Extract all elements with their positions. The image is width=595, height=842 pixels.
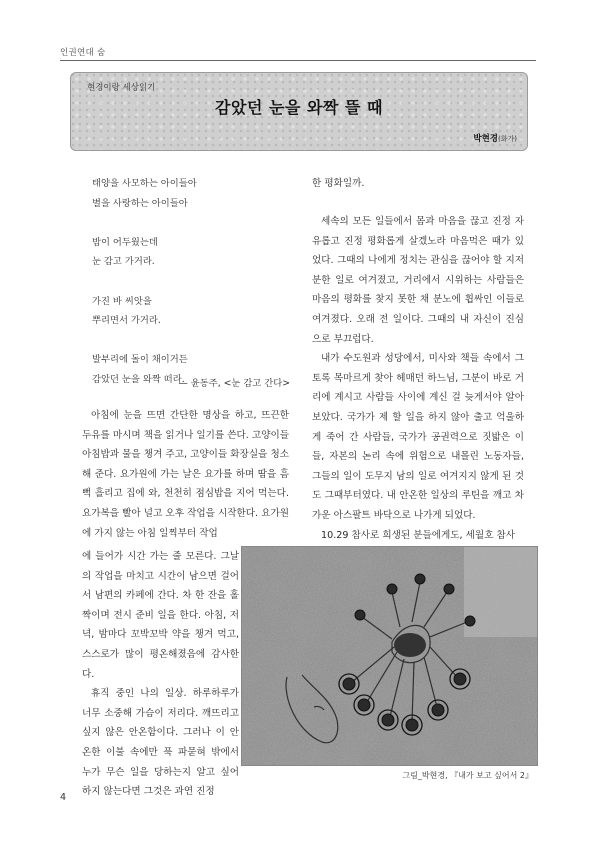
series-label: 현경이랑 세상읽기	[87, 83, 156, 93]
artwork-caption: 그림_박현경, 『내가 보고 싶어서 2』	[402, 771, 533, 780]
author-role: (화가)	[498, 135, 517, 143]
poem-line	[92, 331, 292, 351]
paragraph: 세속의 모든 일들에서 몸과 마음을 끊고 진정 자유롭고 진정 평화롭게 살겠노라 마음먹은 때가 있었다. 그때의 나에게 정치는 관심을 끊어야 할 지저분한 일로 여겨졌고, 거리에서 시위하는 사람들은 마음의 평화를 찾지 못한 채 분노에 휩싸인 이들로 여겨졌다. 오래 전 일이다. 그때의 내 자신이 진심으로 부끄럽다.	[312, 216, 524, 345]
header-rule	[60, 60, 536, 61]
poem-line	[92, 272, 292, 292]
page-number: 4	[60, 792, 67, 803]
left-column-bottom	[82, 547, 239, 802]
author-name: 박현경	[473, 134, 498, 144]
left-column-top	[82, 406, 289, 543]
title-banner	[70, 72, 528, 151]
paragraph: 휴직 중인 나의 일상. 하루하루가 너무 소중해 가슴이 저리다. 깨뜨리고 싶지 않은 안온함이다. 그러나 이 안온한 이불 속에만 푹 파묻혀 밖에서 누가 무슨 일을 당하는지 알고 싶어 하지 않는다면 그것은 과연 진정	[82, 688, 239, 798]
paragraph: 한 평화일까.	[312, 178, 365, 189]
running-header: 인권연대 숨	[60, 48, 106, 58]
paragraph: 아침에 눈을 뜨면 간단한 명상을 하고, 뜨끈한 두유를 마시며 책을 읽거나 일기를 쓴다. 고양이들 아침밥과 물을 챙겨 주고, 고양이들 화장실을 청소해 준다. 요가원에 가는 날은 요가를 하며 땀을 흠뻑 흘리고 집에 와, 천천히 점심밥을 지어 먹는다. 요가복을 빨아 널고 오후 작업을 시작한다. 요가원에 가지 않는 아침 일찍부터 작업	[82, 410, 289, 539]
poem-line: 발부리에 돌이 채이거든	[92, 354, 188, 366]
poem-line	[92, 213, 292, 233]
poem-line: 가진 바 씨앗을	[92, 295, 152, 307]
poem-line: 별을 사랑하는 아이들아	[92, 197, 188, 209]
poem-line: 감았던 눈을 와짝 떠라.	[92, 373, 185, 385]
poem-line: 눈 감고 가거라.	[92, 256, 155, 268]
paragraph: 10.29 참사로 희생된 분들에게도, 세월호 참사	[321, 529, 516, 541]
author-byline	[473, 132, 517, 144]
paragraph: 내가 수도원과 성당에서, 미사와 책들 속에서 그토록 목마르게 찾아 헤매던 하느님, 그분이 바로 거리에 계시고 사람들 사이에 계신 걸 늦게서야 알아보았다. 국가가 제 할 일을 하지 않아 출고 억울하게 죽어 간 사람들, 국가가 공권력으로 짓밟은 이들, 자본의 논리 속에 위험으로 내몰린 노동자들, 그들의 일이 도무지 남의 일로 여겨지지 않게 된 것도 그때부터였다. 내 안온한 일상의 루틴을 깨고 차가운 아스팔트 바닥으로 나가게 되었다.	[312, 353, 524, 521]
right-column	[312, 212, 524, 545]
poem-line: 태양을 사모하는 아이들아	[92, 178, 197, 189]
poem-citation: — 윤동주, <눈 감고 간다>	[178, 378, 290, 389]
article-title: 감았던 눈을 와짝 뜰 때	[215, 98, 383, 117]
paragraph: 에 들어가 시간 가는 줄 모른다. 그날의 작업을 마치고 시간이 남으면 걸어서 남편의 카페에 간다. 차 한 잔을 홀짝이며 전시 준비 일을 한다. 아침, 저녁, 밤마다 꼬박꼬박 약을 챙겨 먹고, 스스로가 많이 평온해졌음에 감사한다.	[82, 551, 239, 680]
right-column-continuation	[312, 174, 524, 194]
poem-line: 뿌리면서 가거라.	[92, 315, 161, 327]
epigraph-poem	[92, 174, 292, 390]
poem-line: 밤이 어두웠는데	[92, 236, 158, 248]
artwork-image	[241, 546, 538, 766]
